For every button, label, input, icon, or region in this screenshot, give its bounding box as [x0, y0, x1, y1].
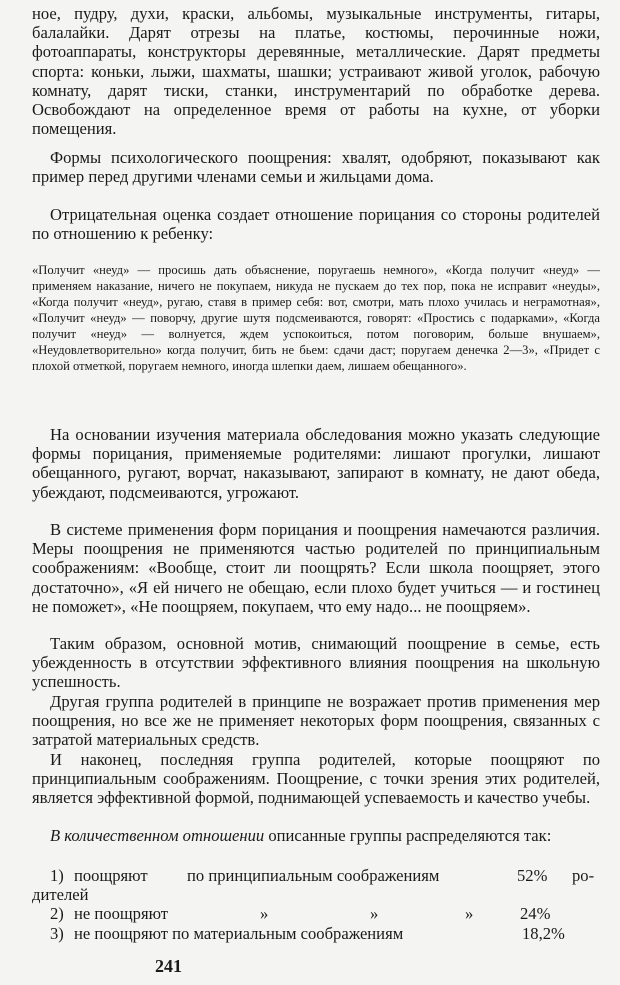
list-percent: 18,2% [522, 923, 565, 943]
list-number: 1) [50, 866, 64, 885]
distribution-list [32, 866, 600, 943]
paragraph-main-motive: Таким образом, основной мотив, снимающий поощрение в семье, есть убежденность в отсутствии эффективного влияния поощрения на школьную успешность. [32, 634, 600, 692]
paragraph-differences: В системе применения форм порицания и поощрения намечаются различия. Меры поощрения не применяются частью родителей по принципиальным соображениям: «Вообще, стоит ли поощрять? Если школа поощряет, этого достаточно», «Я ей ничего не обещаю, если плохо будет учиться — и гостинец не поможет», «Не поощряем, покупаем, что ему надо... не поощряем». [32, 520, 600, 616]
list-group-label: не поощряют по материальным соображениям [74, 923, 404, 943]
page-number: 241 [155, 956, 182, 976]
list-continuation-text: дителей [32, 885, 89, 905]
paragraph-quantitative [32, 826, 600, 845]
list-number: 3) [50, 923, 64, 943]
paragraph-last-group: И наконец, последняя группа родителей, которые поощряют по принципиальным соображениям. Поощрение, с точки зрения этих родителей, является эффективной формой, поднимающей успеваемость и качество учебы. [32, 750, 600, 808]
paragraph-second-group: Другая группа родителей в принципе не возражает против применения мер поощрения, но все же не применяет некоторых форм поощрения, связанных с затратой материальных средств. [32, 692, 600, 750]
list-percent: 52% [517, 866, 548, 885]
list-number: 2) [50, 904, 64, 924]
list-item [32, 924, 600, 943]
list-item [32, 904, 600, 923]
paragraph-psychological-encouragement: Формы психологического поощрения: хвалят, одобряют, показывают как пример перед другими членами семьи и жильцами дома. [32, 148, 600, 187]
list-percent: 24% [520, 904, 551, 924]
ditto-mark: » [465, 904, 474, 924]
ditto-mark: » [370, 904, 379, 924]
quantitative-rest: описанные группы распределяются так: [264, 826, 552, 845]
paragraph-forms-of-censure: На основании изучения материала обследования можно указать следующие формы порицания, применяемые родителями: лишают прогулки, лишают обещанного, ругают, ворчат, наказывают, запирают в комнату, не дают обеда, убеждают, подсмеиваются, угрожают. [32, 425, 600, 502]
list-reason: по принципиальным соображениям [187, 866, 440, 885]
paragraph-gifts: ное, пудру, духи, краски, альбомы, музыкальные инструменты, гитары, балалайки. Дарят отрезы на платье, костюмы, перочинные ножи, фотоаппараты, конструкторы деревянные, металлические. Дарят предметы спорта: коньки, лыжи, шахматы, шашки; устраивают живой уголок, рабочую комнату, дарят тиски, станки, инструментарий по обработке дерева. Освобождают на определенное время от работы на кухне, от уборки помещения. [32, 4, 600, 139]
italic-lead: В количественном отношении [50, 826, 265, 845]
list-group-label: поощряют [74, 866, 148, 885]
list-continuation [32, 885, 600, 904]
list-group-label: не поощряют [74, 904, 169, 924]
list-hyphen-tail: ро- [572, 866, 595, 885]
ditto-mark: » [260, 904, 269, 924]
parent-quotes: «Получит «неуд» — просишь дать объяснение, поругаешь немного», «Когда получит «неуд» — применяем наказание, ничего не покупаем, никуда не пускаем до тех пор, пока не исправит «неуды», «Когда получит «неуд», ругаю, ставя в пример себя: вот, смотри, мать плохо училась и неграмотная», «Получит «неуд» — поворчу, другие шутя подсмеиваются, говорят: «Простись с подарками», «Когда получит «неуд» — волнуется, ждем успокоиться, потом поговорим, больше внушаем», «Неудовлетворительно» когда получит, бить не бьем: сдачи даст; поругаем денечка 2—3», «Придет с плохой отметкой, поругаем немного, иногда шлепки даем, лишаем обещанного». [32, 263, 600, 373]
paragraph-negative-evaluation: Отрицательная оценка создает отношение порицания со стороны родителей по отношению к ребенку: [32, 205, 600, 244]
list-item [32, 866, 600, 885]
